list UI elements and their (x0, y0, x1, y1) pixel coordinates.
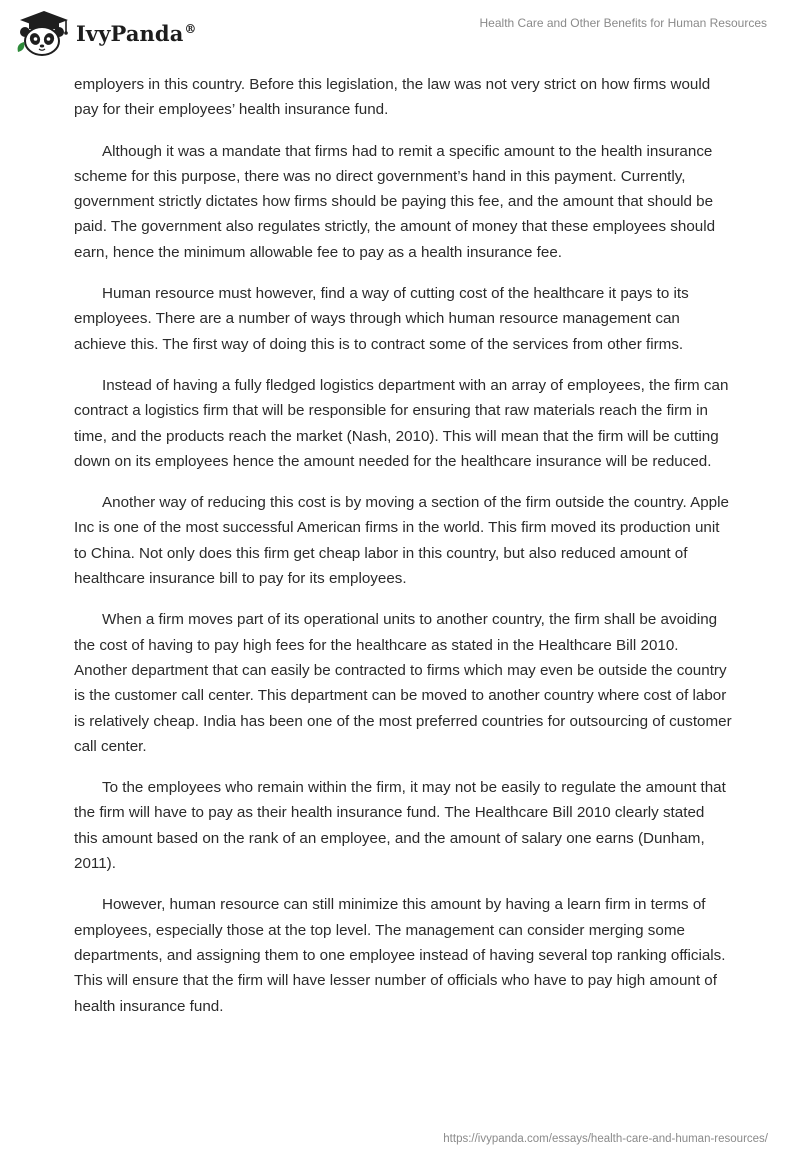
paragraph: employers in this country. Before this legislation, the law was not very strict on how firms would pay for their employees’ health insurance fund. (74, 76, 711, 119)
paragraph: To the employees who remain within the firm, it may not be easily to regulate the amount that the firm will have to pay as their health insurance fund. The Healthcare Bill 2010 clearly stated this amount based on the rank of an employee, and the amount of salary one earns (Dunham, 2011). (74, 779, 726, 873)
paragraph: When a firm moves part of its operational units to another country, the firm shall be avoiding the cost of having to pay high fees for the healthcare as stated in the Healthcare Bill 2010. Another department that can easily be contracted to firms which may even be outside the country is the customer call center. This department can be moved to another country where cost of labor is relatively cheap. India has been one of the most preferred countries for outsourcing of customer call center. (74, 611, 732, 755)
essay-body (74, 72, 732, 1035)
brand-name: IvyPanda® (76, 20, 197, 46)
ivypanda-logo[interactable] (14, 8, 197, 58)
source-url-link[interactable]: https://ivypanda.com/essays/health-care-and-human-resources/ (443, 1133, 768, 1145)
paragraph: Human resource must however, find a way of cutting cost of the healthcare it pays to its employees. There are a number of ways through which human resource management can achieve this. The first way of doing this is to contract some of the services from other firms. (74, 285, 689, 353)
panda-graduate-icon (14, 8, 70, 58)
paragraph: Instead of having a fully fledged logistics department with an array of employees, the firm can contract a logistics firm that will be responsible for ensuring that raw materials reach the firm in time, and the products reach the market (Nash, 2010). This will mean that the firm will be cutting down on its employees hence the amount needed for the healthcare insurance will be reduced. (74, 376, 729, 470)
paragraph: Another way of reducing this cost is by moving a section of the firm outside the country. Apple Inc is one of the most successful American firms in the world. This firm moved its production unit to China. Not only does this firm get cheap labor in this country, but also reduced amount of healthcare insurance bill to pay for its employees. (74, 494, 729, 588)
page-header (0, 0, 800, 70)
document-title: Health Care and Other Benefits for Human Resources (479, 16, 767, 30)
paragraph: However, human resource can still minimize this amount by having a learn firm in terms of employees, especially those at the top level. The management can consider merging some departments, and assigning them to one employee instead of having several top ranking officials. This will ensure that the firm will have lesser number of officials who have to pay high amount of health insurance fund. (74, 896, 726, 1015)
paragraph: Although it was a mandate that firms had to remit a specific amount to the health insurance scheme for this purpose, there was no direct government’s hand in this payment. Currently, government strictly dictates how firms should be paying this fee, and the amount that should be paid. The government also regulates strictly, the amount of money that these employees should earn, hence the minimum allowable fee to pay as a health insurance fee. (74, 142, 716, 261)
